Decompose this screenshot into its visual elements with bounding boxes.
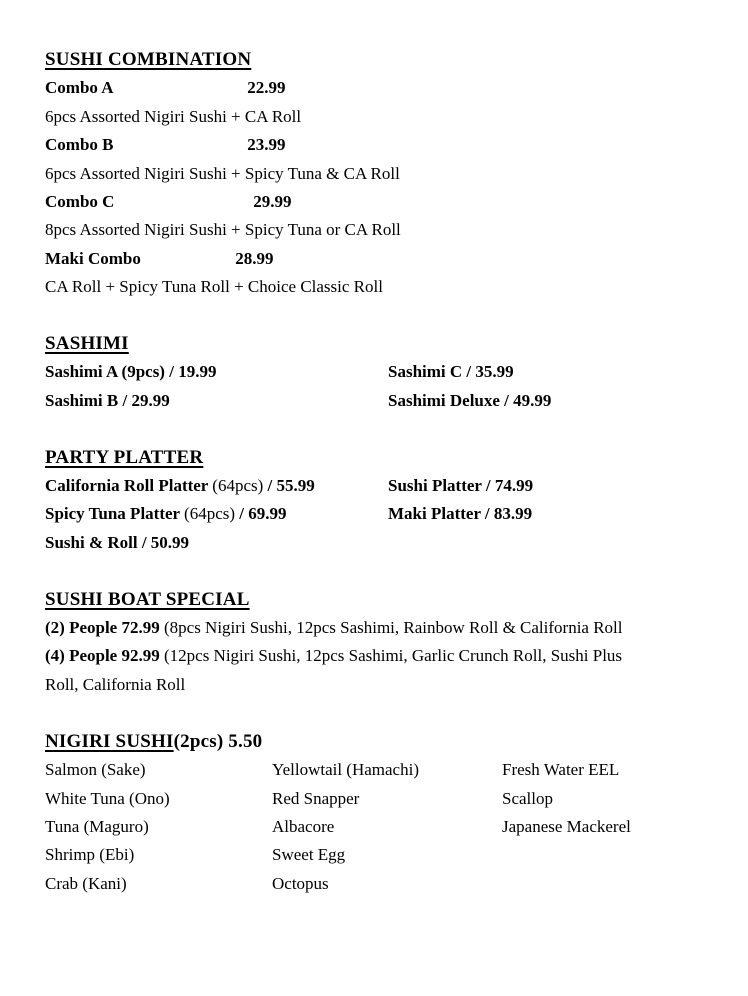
menu-item: Maki Platter / 83.99 — [388, 504, 533, 524]
section-heading — [45, 728, 722, 756]
item-description: 6pcs Assorted Nigiri Sushi + Spicy Tuna & CA Roll — [45, 163, 400, 183]
item-description: 8pcs Assorted Nigiri Sushi + Spicy Tuna or CA Roll — [45, 220, 401, 240]
item-name-price-line — [45, 245, 722, 273]
nigiri-item: Japanese Mackerel — [502, 816, 631, 836]
section-party-platter — [45, 444, 722, 558]
nigiri-item: Red Snapper — [272, 788, 360, 808]
nigiri-item: Tuna (Maguro) — [45, 816, 149, 836]
nigiri-item: Scallop — [502, 788, 553, 808]
item-price: 22.99 — [247, 78, 286, 98]
menu-item: Sashimi B / 29.99 — [45, 390, 170, 410]
menu-row — [45, 358, 722, 386]
section-sushi-boat-special — [45, 586, 722, 700]
nigiri-item: Crab (Kani) — [45, 873, 127, 893]
menu-item: Sashimi C / 35.99 — [388, 362, 514, 382]
item-name: Combo C — [45, 192, 115, 212]
section-sashimi — [45, 330, 722, 415]
item-name: Sushi & Roll / 50.99 — [45, 532, 190, 552]
menu-item: Sashimi A (9pcs) / 19.99 — [45, 362, 217, 382]
item-description: (8pcs Nigiri Sushi, 12pcs Sashimi, Rainbow Roll & California Roll — [159, 618, 623, 638]
item-name: Combo A — [45, 78, 114, 98]
section-heading-title: NIGIRI SUSHI — [45, 730, 174, 752]
menu-item — [45, 472, 388, 500]
item-name-price: (2) People 72.99 — [45, 618, 160, 638]
item-description: (12pcs Nigiri Sushi, 12pcs Sashimi, Garlic Crunch Roll, Sushi Plus — [159, 646, 623, 666]
menu-row — [45, 387, 722, 415]
menu-row — [45, 472, 722, 500]
item-name: California Roll Platter — [45, 476, 213, 496]
menu-item — [388, 529, 722, 557]
item-price: 29.99 — [253, 192, 292, 212]
item-name-price-line — [45, 188, 722, 216]
item-quantity: (64pcs) — [184, 504, 236, 524]
item-price: / 55.99 — [263, 476, 315, 496]
item-price: 28.99 — [235, 248, 274, 268]
menu-item — [45, 529, 388, 557]
item-name: Combo B — [45, 135, 114, 155]
item-line-continuation: Roll, California Roll — [45, 674, 186, 694]
item-name-price-line — [45, 74, 722, 102]
menu-item — [45, 500, 388, 528]
menu-item — [45, 188, 722, 245]
nigiri-column — [45, 756, 272, 898]
section-heading-price: (2pcs) 5.50 — [173, 730, 263, 752]
nigiri-item: Fresh Water EEL — [502, 760, 620, 780]
nigiri-column — [502, 756, 722, 898]
section-heading: SUSHI BOAT SPECIAL — [45, 588, 250, 610]
nigiri-item: Yellowtail (Hamachi) — [272, 760, 419, 780]
item-description: 6pcs Assorted Nigiri Sushi + CA Roll — [45, 106, 302, 126]
menu-row — [45, 500, 722, 528]
nigiri-item: Shrimp (Ebi) — [45, 845, 135, 865]
section-heading: PARTY PLATTER — [45, 446, 204, 468]
item-name: Spicy Tuna Platter — [45, 504, 185, 524]
item-price: / 69.99 — [235, 504, 287, 524]
menu-item — [45, 131, 722, 188]
menu-item: Sushi Platter / 74.99 — [388, 476, 534, 496]
menu-item — [45, 74, 722, 131]
menu-item — [45, 614, 707, 642]
menu-item — [45, 642, 707, 699]
item-name: Maki Combo — [45, 248, 141, 268]
section-heading: SUSHI COMBINATION — [45, 49, 252, 70]
nigiri-grid — [45, 756, 722, 898]
menu-row — [45, 529, 722, 557]
menu-item — [45, 245, 722, 302]
section-heading: SASHIMI — [45, 333, 129, 355]
item-name-price-line — [45, 131, 722, 159]
menu-item: Sashimi Deluxe / 49.99 — [388, 390, 552, 410]
nigiri-item: Sweet Egg — [272, 845, 346, 865]
item-description: CA Roll + Spicy Tuna Roll + Choice Classic Roll — [45, 277, 383, 297]
item-quantity: (64pcs) — [212, 476, 264, 496]
nigiri-item: Albacore — [272, 816, 335, 836]
item-price: 23.99 — [247, 135, 286, 155]
nigiri-item: White Tuna (Ono) — [45, 788, 170, 808]
section-sushi-combination — [45, 46, 722, 302]
nigiri-column — [272, 756, 502, 898]
item-name-price: (4) People 92.99 — [45, 646, 160, 666]
nigiri-item: Salmon (Sake) — [45, 760, 146, 780]
nigiri-item: Octopus — [272, 873, 329, 893]
section-nigiri-sushi — [45, 728, 722, 898]
item-line — [45, 642, 707, 670]
combo-list — [45, 74, 722, 301]
